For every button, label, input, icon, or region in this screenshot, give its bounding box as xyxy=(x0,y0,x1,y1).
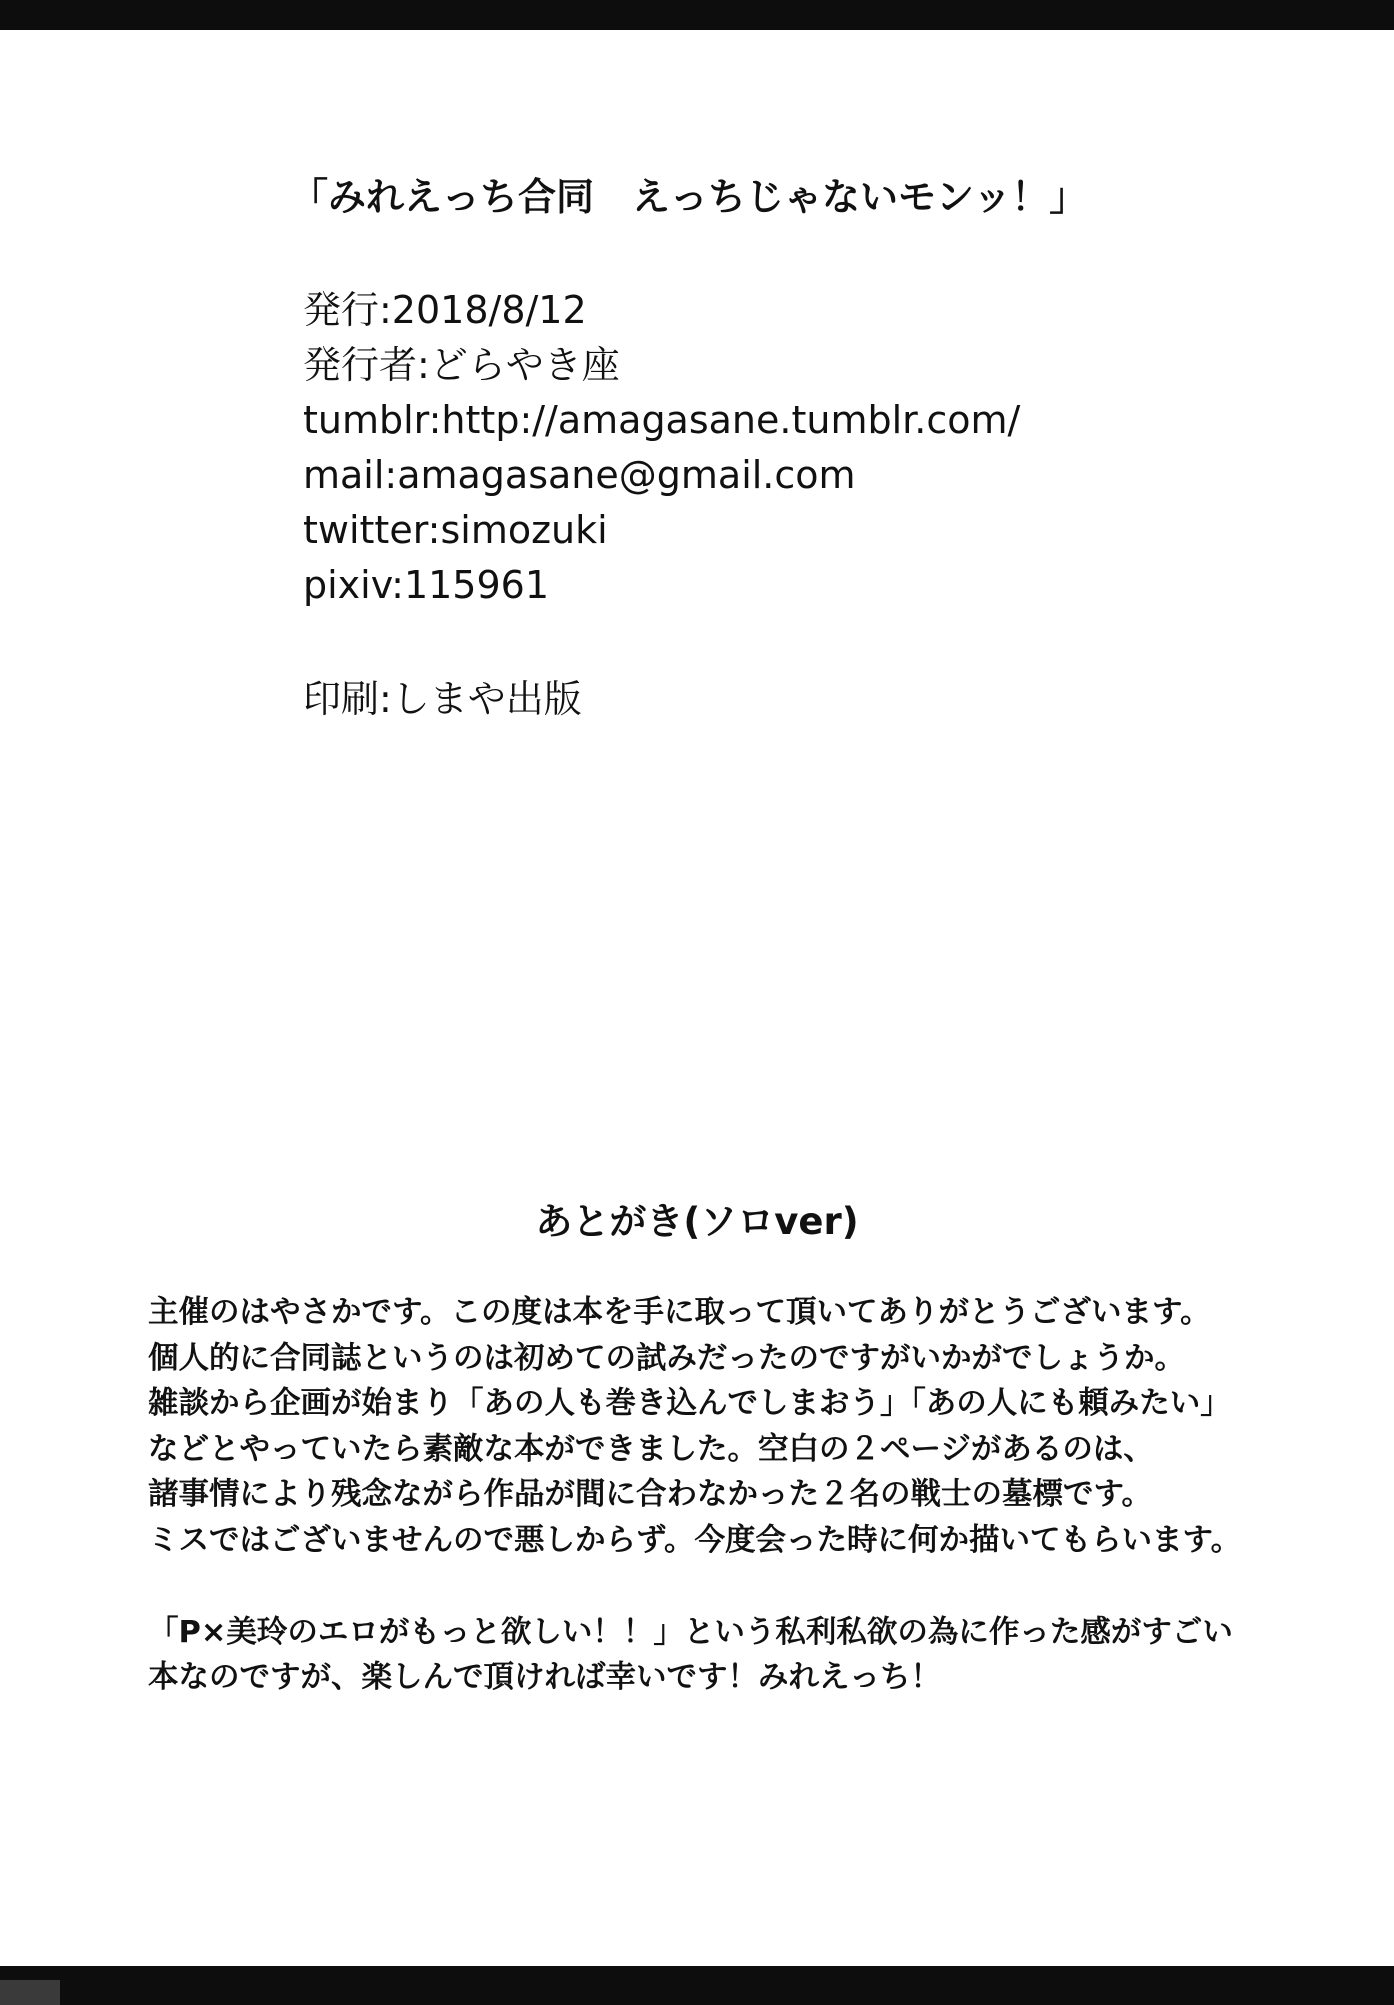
scan-edge-corner xyxy=(0,1980,60,2005)
page-title: 「みれえっち合同 えっちじゃないモンッ！」 xyxy=(290,175,1088,219)
colophon-twitter: twitter:simozuki xyxy=(303,508,608,552)
colophon-publish-date: 発行:2018/8/12 xyxy=(303,288,587,332)
scan-edge-bottom xyxy=(0,1966,1394,2005)
colophon-publisher: 発行者:どらやき座 xyxy=(303,343,620,387)
afterword-line: ミスではございませんので悪しからず。今度会った時に何か描いてもらいます。 xyxy=(148,1522,1242,1558)
afterword-line: 本なのですが、楽しんで頂ければ幸いです！みれえっち！ xyxy=(148,1660,941,1696)
afterword-body xyxy=(148,1290,1328,1701)
colophon-printer: 印刷:しまや出版 xyxy=(303,677,582,721)
afterword-line: 個人的に合同誌というのは初めての試みだったのですがいかがでしょうか。 xyxy=(148,1340,1185,1376)
colophon-mail: mail:amagasane@gmail.com xyxy=(303,453,856,497)
afterword-line: 主催のはやさかです。この度は本を手に取って頂いてありがとうございます。 xyxy=(148,1295,1211,1330)
colophon-list xyxy=(303,283,1203,613)
afterword-line: 雑談から企画が始まり「あの人も巻き込んでしまおう」「あの人にも頼みたい」 xyxy=(148,1386,1231,1422)
afterword-line: 「P×美玲のエロがもっと欲しい！！」という私利私欲の為に作った感がすごい xyxy=(148,1614,1233,1650)
paragraph-gap xyxy=(148,1564,1328,1610)
colophon-tumblr: tumblr:http://amagasane.tumblr.com/ xyxy=(303,398,1021,442)
afterword-line: 諸事情により残念ながら作品が間に合わなかった２名の戦士の墓標です。 xyxy=(148,1477,1153,1513)
colophon-pixiv: pixiv:115961 xyxy=(303,563,549,607)
scan-edge-top xyxy=(0,0,1394,30)
afterword-line: などとやっていたら素敵な本ができました。空白の２ページがあるのは、 xyxy=(148,1431,1154,1467)
afterword-heading: あとがき(ソロver) xyxy=(535,1200,859,1243)
